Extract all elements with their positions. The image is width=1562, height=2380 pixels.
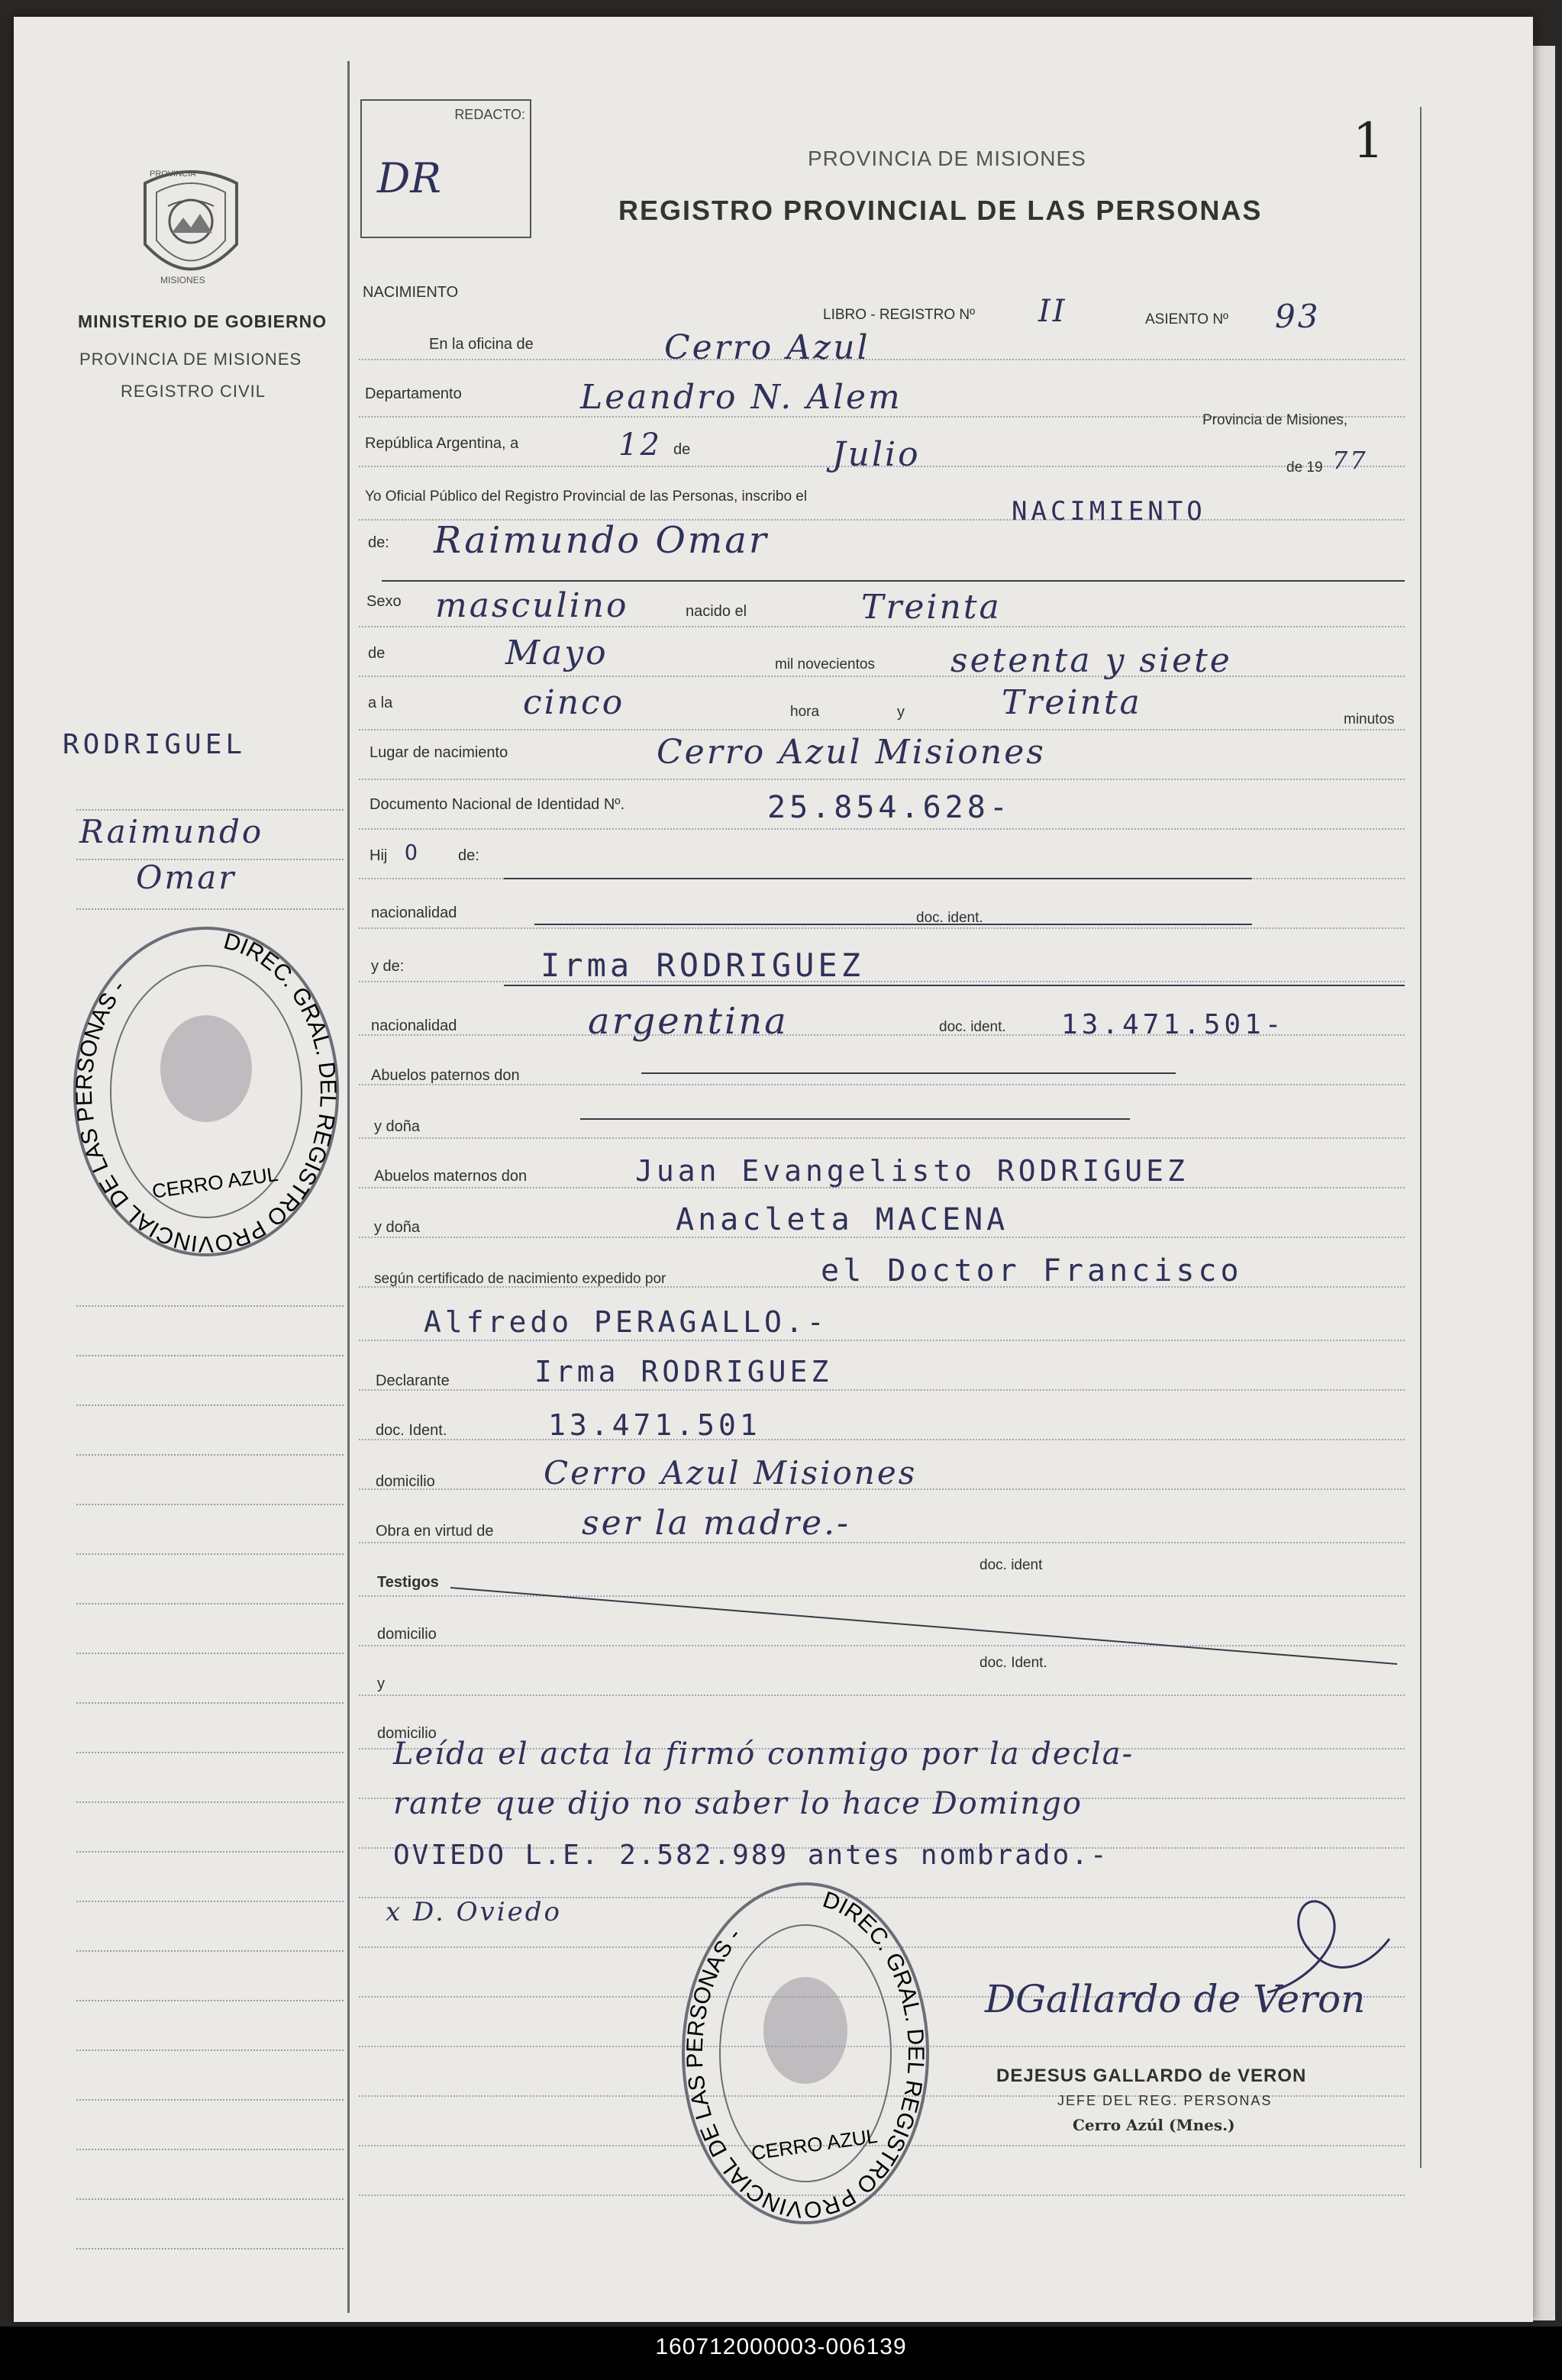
seal-top-text: PROVINCIA <box>150 169 196 179</box>
right-rule <box>1420 107 1422 2168</box>
doc-ident4-label: doc. ident <box>979 1557 1043 1573</box>
redacto-initials: DR <box>377 154 441 202</box>
domicilio3-label: domicilio <box>377 1725 437 1742</box>
mother-underline <box>504 985 1405 986</box>
mes-nac-value: Mayo <box>505 634 608 672</box>
name-underline <box>382 580 1405 582</box>
de2-label: de <box>368 645 386 662</box>
y2-label: y <box>377 1675 385 1692</box>
hora-value: cinco <box>523 683 625 722</box>
abuelos-pat-label: Abuelos paternos don <box>371 1067 520 1084</box>
testigos-label: Testigos <box>377 1574 439 1591</box>
oficina-value: Cerro Azul <box>664 328 870 367</box>
redacto-box <box>360 99 531 238</box>
note-line-2: rante que dijo no saber lo hace Domingo <box>393 1786 1083 1821</box>
declarante-label: Declarante <box>376 1372 450 1389</box>
abuela-mat-value: Anacleta MACENA <box>676 1202 1009 1237</box>
firma-rogada: x D. Oviedo <box>386 1897 562 1927</box>
hora-label: hora <box>790 704 820 720</box>
footer-id: 160712000003-006139 <box>655 2334 907 2359</box>
nacido-label: nacido el <box>686 603 747 620</box>
y-dona1-label: y doña <box>374 1118 421 1135</box>
hijo-suffix: O <box>405 840 418 865</box>
certificado-label: según certificado de nacimiento expedido por <box>374 1271 666 1287</box>
de-label: de <box>673 441 691 458</box>
doc-ident2-label: doc. ident. <box>939 1019 1006 1035</box>
doc-ident3-value: 13.471.501 <box>548 1408 761 1442</box>
republica-label: República Argentina, a <box>365 435 519 452</box>
departamento-value: Leandro N. Alem <box>580 378 902 417</box>
departamento-label: Departamento <box>365 385 462 402</box>
lugar-label: Lugar de nacimiento <box>370 744 508 761</box>
domicilio2-label: domicilio <box>377 1626 437 1643</box>
madre-value: Irma RODRIGUEZ <box>541 947 865 984</box>
ministry-name: MINISTERIO DE GOBIERNO <box>78 311 328 331</box>
abuelos-mat-label: Abuelos maternos don <box>374 1168 528 1185</box>
nacionalidad2-value: argentina <box>588 1000 789 1043</box>
asiento-label: ASIENTO Nº <box>1145 311 1228 327</box>
mes-value: Julio <box>832 435 921 474</box>
mil-label: mil novecientos <box>775 656 875 672</box>
declarante-value: Irma RODRIGUEZ <box>534 1355 833 1388</box>
sexo-value: masculino <box>435 586 629 625</box>
page-number: 1 <box>1353 113 1384 169</box>
libro-label: LIBRO - REGISTRO Nº <box>823 307 976 323</box>
stamp-ring-text-2: DIREC. GRAL. DEL REGISTRO PROVINCIAL DE LAS PERSONAS - <box>682 1887 928 2223</box>
nacionalidad2-label: nacionalidad <box>371 1017 457 1034</box>
official-signature: DGallardo de Veron <box>985 1977 1366 2021</box>
libro-value: II <box>1038 294 1067 329</box>
redacto-label: REDACTO: <box>454 107 525 122</box>
dia-value: 12 <box>618 427 662 463</box>
doc-ident5-label: doc. Ident. <box>979 1655 1047 1671</box>
scan-footer <box>0 2327 1562 2380</box>
ministry-province: PROVINCIA DE MISIONES <box>79 350 302 369</box>
official-place: Cerro Azúl (Mnes.) <box>1073 2116 1235 2134</box>
acto-value: NACIMIENTO <box>1012 496 1206 527</box>
lugar-value: Cerro Azul Misiones <box>657 733 1046 772</box>
margin-given-name-1: Raimundo <box>79 813 264 850</box>
dni-value: 25.854.628- <box>767 790 1012 825</box>
sexo-label: Sexo <box>366 593 402 610</box>
nacionalidad1-label: nacionalidad <box>371 905 457 921</box>
certificado-value-2: Alfredo PERAGALLO.- <box>424 1305 828 1339</box>
abuelo-mat-value: Juan Evangelisto RODRIGUEZ <box>635 1154 1189 1188</box>
hijo-label: Hij <box>370 847 388 864</box>
note-line-1: Leída el acta la firmó conmigo por la decla- <box>393 1737 1134 1772</box>
left-registry-stamp <box>69 916 344 1267</box>
obra-value: ser la madre.- <box>582 1504 850 1543</box>
asiento-value: 93 <box>1275 298 1321 335</box>
y-de-label: y de: <box>371 958 405 975</box>
margin-surname: RODRIGUEL <box>63 729 247 760</box>
y-label: y <box>897 704 905 721</box>
minutos-label: minutos <box>1344 711 1395 727</box>
domicilio1-value: Cerro Azul Misiones <box>544 1454 918 1492</box>
seal-bottom-text: MISIONES <box>160 275 205 285</box>
father-line <box>504 878 1252 879</box>
dni-label: Documento Nacional de Identidad Nº. <box>370 796 625 813</box>
margin-given-name-2: Omar <box>136 859 237 896</box>
registry-title: REGISTRO PROVINCIAL DE LAS PERSONAS <box>618 195 1263 226</box>
section-label: NACIMIENTO <box>363 284 459 301</box>
de-nombre-label: de: <box>368 534 389 551</box>
witness-strike-line <box>443 1580 1405 1672</box>
province-heading: PROVINCIA DE MISIONES <box>808 147 1086 170</box>
nacido-value: Treinta <box>861 588 1002 627</box>
doc-ident3-label: doc. Ident. <box>376 1422 447 1439</box>
provincia-suffix: Provincia de Misiones, <box>1202 412 1348 428</box>
stamp-center-text-2: CERRO AZUL <box>750 2124 879 2165</box>
ministry-registry: REGISTRO CIVIL <box>121 382 266 401</box>
stamp-ring-text: DIREC. GRAL. DEL REGISTRO PROVINCIAL DE LAS PERSONAS - <box>71 928 341 1257</box>
anio-value: 77 <box>1332 446 1368 475</box>
doc-ident2-value: 13.471.501- <box>1061 1009 1286 1040</box>
y-dona2-label: y doña <box>374 1219 421 1236</box>
nombre-value: Raimundo Omar <box>434 519 769 562</box>
official-name: DEJESUS GALLARDO de VERON <box>996 2066 1307 2086</box>
paternal-grandfather-line <box>641 1072 1176 1074</box>
certificado-value-1: el Doctor Francisco <box>821 1253 1243 1288</box>
anio-nac-value: setenta y siete <box>950 641 1232 680</box>
anio-label: de 19 <box>1286 460 1323 476</box>
oficial-label: Yo Oficial Público del Registro Provincial de las Personas, inscribo el <box>365 489 808 505</box>
obra-label: Obra en virtud de <box>376 1523 494 1540</box>
father-line-2 <box>534 924 1252 925</box>
margin-rule <box>347 61 350 2313</box>
paternal-grandmother-line <box>580 1118 1130 1120</box>
doc-ident1-label: doc. ident. <box>916 910 983 926</box>
minutos-value: Treinta <box>1002 683 1142 722</box>
ala-label: a la <box>368 695 393 711</box>
hijo-de-label: de: <box>458 847 479 864</box>
domicilio1-label: domicilio <box>376 1473 435 1490</box>
bottom-registry-stamp <box>676 1874 935 2233</box>
oficina-label: En la oficina de <box>429 336 534 353</box>
note-line-3: OVIEDO L.E. 2.582.989 antes nombrado.- <box>393 1840 1109 1871</box>
stamp-center-text: CERRO AZUL <box>150 1162 280 1203</box>
signature-flourish <box>1260 1893 1397 2000</box>
official-title: JEFE DEL REG. PERSONAS <box>1057 2093 1273 2108</box>
